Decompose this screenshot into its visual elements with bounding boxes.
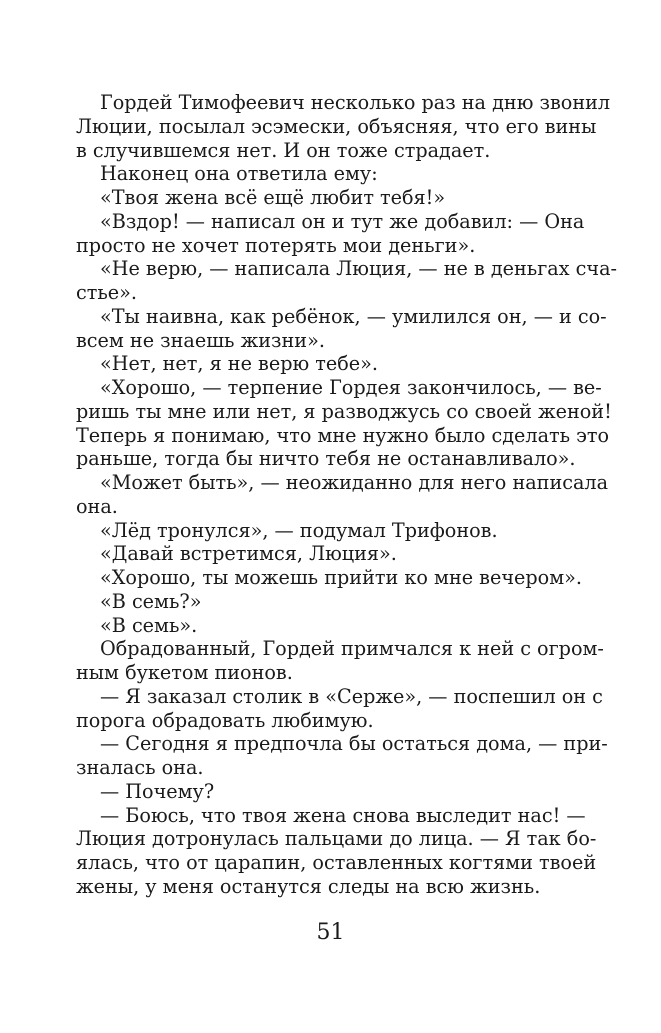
text-line: ялась, что от царапин, оставленных когтями твоей [76,851,597,874]
page-body-text [76,91,618,899]
text-line: «Лёд тронулся», — подумал Трифонов. [100,518,498,542]
text-line: «Нет, нет, я не верю тебе». [100,352,379,376]
text-line: ришь ты мне или нет, я разводжусь со своей женой! [76,399,612,423]
page-number: 51 [316,920,345,945]
text-line: Люция дотронулась пальцами до лица. — Я так бо- [76,827,597,851]
text-line: «Хорошо, — терпение Гордея закончилось, — ве- [100,376,602,399]
text-line: раньше, тогда бы ничто тебя не останавливало». [76,447,576,471]
text-line: «Давай встретимся, Люция». [100,542,397,566]
text-line: Теперь я понимаю, что мне нужно было сделать это [76,423,610,447]
text-line: — Я заказал столик в «Серже», — поспешил он с [100,684,603,708]
text-line: просто не хочет потерять мои деньги». [76,233,476,257]
text-line: «Хорошо, ты можешь прийти ко мне вечером». [100,566,582,589]
text-line: Наконец она ответила ему: [100,162,378,186]
text-line: всем не знаешь жизни». [76,328,325,352]
text-line: «Твоя жена всё ещё любит тебя!» [100,186,446,209]
text-line: — Боюсь, что твоя жена снова выследит нас! — [100,803,586,827]
text-line: зналась она. [76,756,204,779]
text-line: «Не верю, — написала Люция, — не в деньгах сча- [100,257,618,281]
text-line: в случившемся нет. И он тоже страдает. [76,138,491,162]
text-line: стье». [76,281,138,304]
text-line: «Вздор! — написал он и тут же добавил: — Она [100,209,585,233]
text-line: «В семь?» [100,589,202,613]
text-line: — Почему? [100,779,215,803]
text-line: «Ты наивна, как ребёнок, — умилился он, — и со- [100,304,607,328]
text-line: жены, у меня останутся следы на всю жизнь. [76,874,541,898]
text-line: — Сегодня я предпочла бы остаться дома, — при- [100,732,608,756]
text-line: Гордей Тимофеевич несколько раз на дню звонил [100,91,611,114]
text-line: она. [76,494,118,518]
text-line: ным букетом пионов. [76,661,293,684]
text-line: Обрадованный, Гордей примчался к ней с огром- [100,637,604,661]
text-line: Люции, посылал эсэмески, объясняя, что его вины [76,114,597,138]
text-line: порога обрадовать любимую. [76,708,374,732]
text-line: «Может быть», — неожиданно для него написала [100,471,609,494]
text-line: «В семь». [100,613,198,637]
